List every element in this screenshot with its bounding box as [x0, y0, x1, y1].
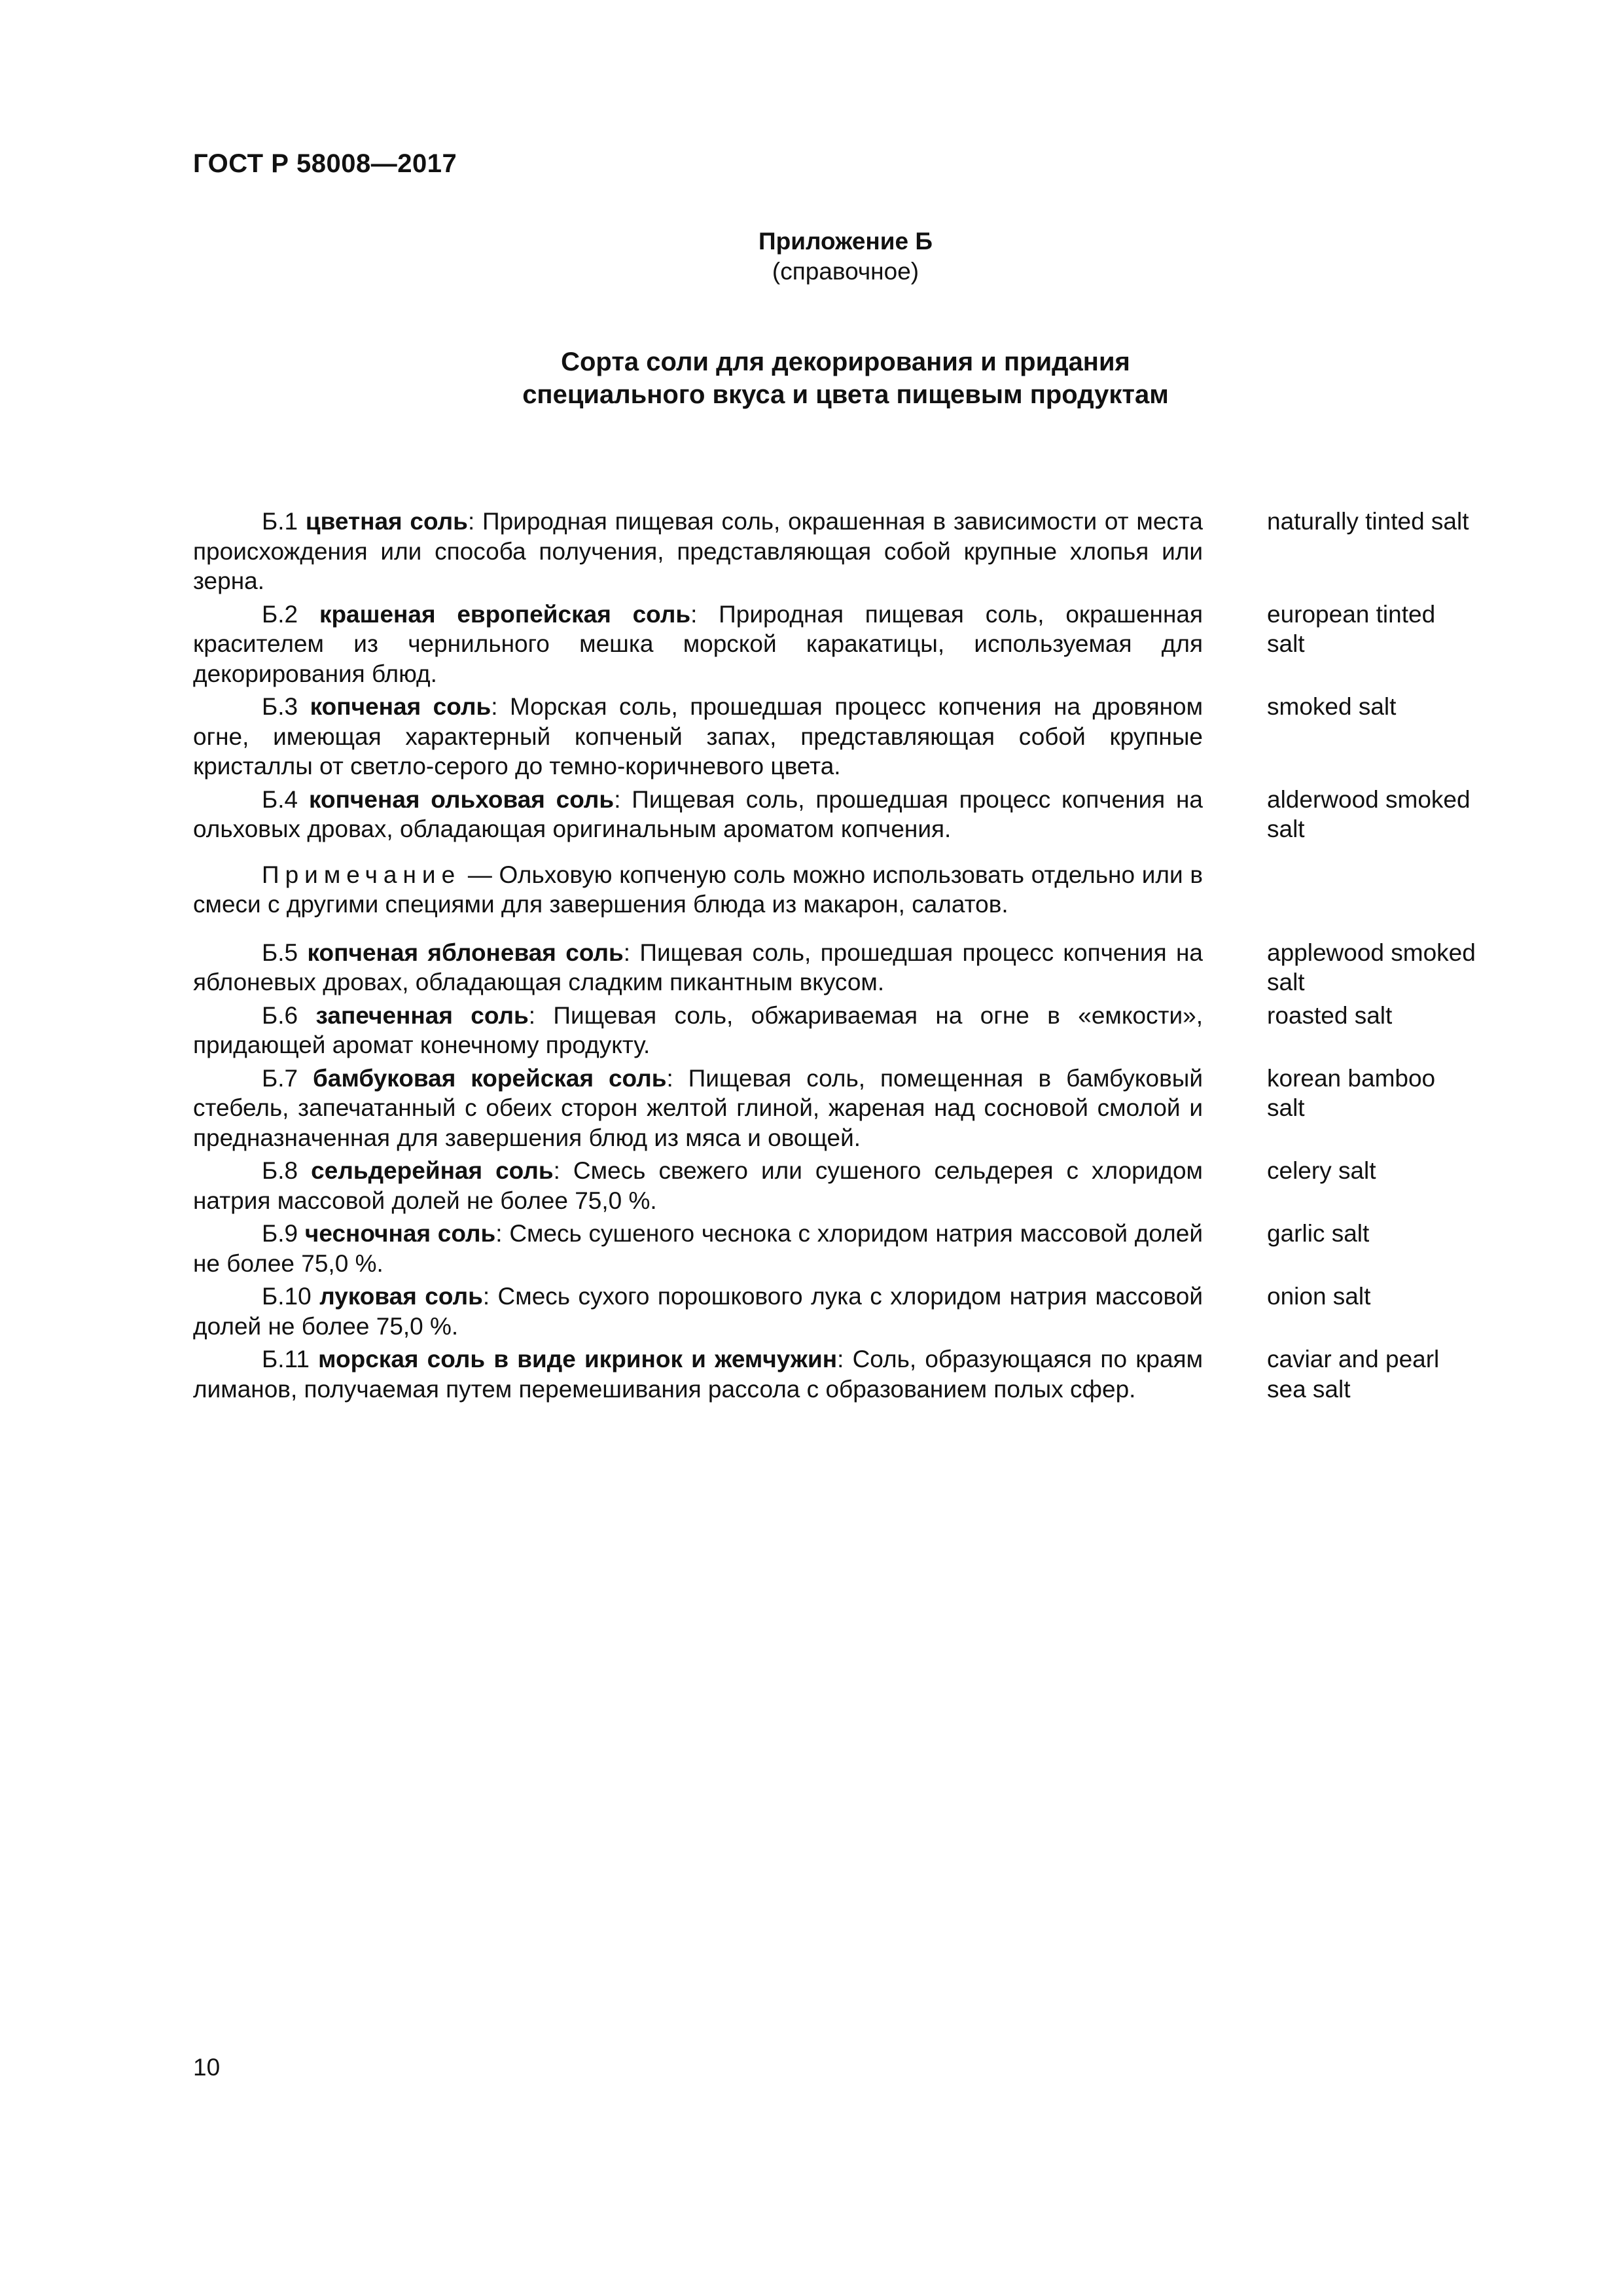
term-name: морская соль в виде икринок и жемчужин: [318, 1346, 838, 1372]
term-description: : Смесь сухого порошкового лука с хлоридом натрия массовой долей не более 75,0 %.: [193, 1283, 1203, 1340]
term-number: Б.11: [262, 1346, 319, 1372]
term-name: запеченная соль: [315, 1001, 529, 1029]
term-entry: [193, 1064, 1502, 1153]
term-name: чесночная соль: [304, 1220, 496, 1247]
term-english: roasted salt: [1267, 1001, 1393, 1029]
term-description: : Пищевая соль, помещенная в бамбуковый стебель, запечатанный с обеих сторон желтой глиной, жареная над сосновой смолой и предназначенная для завершения блюд из мяса и овощей.: [193, 1064, 1204, 1151]
term-english: smoked salt: [1267, 693, 1397, 720]
term-definition: [193, 1156, 1203, 1215]
term-number: Б.7: [262, 1064, 313, 1092]
term-number: Б.3: [262, 693, 310, 720]
term-entry: [193, 1156, 1502, 1215]
term-name: сельдерейная соль: [311, 1157, 554, 1184]
term-definition: [193, 507, 1203, 596]
term-english: caviar and pearl sea salt: [1267, 1346, 1440, 1403]
note-paragraph: [193, 860, 1203, 920]
term-number: Б.1: [262, 508, 306, 535]
term-description: : Пищевая соль, прошедшая процесс копчения на яблоневых дровах, обладающая сладким пикантным вкусом.: [193, 939, 1203, 996]
term-description: : Морская соль, прошедшая процесс копчения на дровяном огне, имеющая характерный копченый запах, представляющая собой крупные кристаллы от светло-серого до темно-коричневого цвета.: [193, 693, 1204, 780]
heading-line-2: специального вкуса и цвета пищевым продуктам: [522, 380, 1169, 409]
term-english: korean bamboo salt: [1267, 1064, 1436, 1121]
term-definition: [193, 785, 1203, 844]
terms-list: [193, 507, 1502, 1407]
term-name: копченая яблоневая соль: [307, 939, 624, 966]
term-definition: [193, 938, 1203, 997]
term-name: копченая соль: [310, 693, 491, 720]
term-name: крашеная европейская соль: [319, 600, 691, 628]
term-number: Б.5: [262, 939, 308, 966]
term-entry: [193, 1344, 1502, 1404]
term-entry: [193, 507, 1502, 596]
term-english: naturally tinted salt: [1267, 508, 1469, 535]
term-number: Б.8: [262, 1157, 312, 1184]
term-entry: [193, 1001, 1502, 1060]
term-english: celery salt: [1267, 1157, 1376, 1184]
term-number: Б.2: [262, 600, 319, 628]
note-label: Примечание: [262, 861, 461, 888]
term-definition: [193, 1344, 1203, 1404]
term-description: : Природная пищевая соль, окрашенная красителем из чернильного мешка морской каракатицы, используемая для декорирования блюд.: [193, 600, 1204, 687]
note-text: — Ольховую копченую соль можно использовать отдельно или в смеси с другими специями для завершения блюда из макарон, салатов.: [193, 861, 1203, 918]
term-english: alderwood smoked salt: [1267, 785, 1471, 842]
term-description: : Смесь сушеного чеснока с хлоридом натрия массовой долей не более 75,0 %.: [193, 1220, 1203, 1277]
term-description: : Природная пищевая соль, окрашенная в зависимости от места происхождения или способа получения, представляющая собой крупные хлопья или зерна.: [193, 508, 1204, 594]
term-definition: [193, 1219, 1203, 1278]
term-definition: [193, 692, 1203, 781]
term-english: european tinted salt: [1267, 600, 1436, 657]
term-entry: [193, 1219, 1502, 1278]
term-entry: [193, 938, 1502, 997]
term-description: : Пищевая соль, обжариваемая на огне в «емкости», придающей аромат конечному продукту.: [193, 1001, 1203, 1058]
term-definition: [193, 1064, 1203, 1153]
term-name: цветная соль: [305, 508, 468, 535]
term-name: бамбуковая корейская соль: [313, 1064, 667, 1092]
term-definition: [193, 1282, 1203, 1341]
term-description: : Пищевая соль, прошедшая процесс копчения на ольховых дровах, обладающая оригинальным ароматом копчения.: [193, 785, 1204, 842]
page-number: 10: [193, 2054, 221, 2081]
term-definition: [193, 1001, 1203, 1060]
term-description: : Соль, образующаяся по краям лиманов, получаемая путем перемешивания рассола с образованием полых сфер.: [193, 1346, 1204, 1403]
term-entry: [193, 1282, 1502, 1341]
appendix-block: [0, 226, 1623, 287]
term-number: Б.9: [262, 1220, 305, 1247]
term-entry: [193, 692, 1502, 781]
term-name: копченая ольховая соль: [308, 785, 615, 813]
term-entry: [193, 600, 1502, 689]
term-english: applewood smoked salt: [1267, 939, 1476, 996]
appendix-type: (справочное): [772, 258, 919, 285]
term-english: onion salt: [1267, 1283, 1371, 1310]
section-heading: [0, 346, 1623, 411]
term-english: garlic salt: [1267, 1220, 1370, 1247]
term-definition: [193, 600, 1203, 689]
term-name: луковая соль: [319, 1283, 483, 1310]
appendix-title: Приложение Б: [758, 228, 933, 255]
term-number: Б.6: [262, 1001, 316, 1029]
term-number: Б.10: [262, 1283, 320, 1310]
term-entry: [193, 785, 1502, 844]
document-header: ГОСТ Р 58008—2017: [193, 149, 457, 178]
heading-line-1: Сорта соли для декорирования и придания: [561, 348, 1130, 376]
term-description: : Смесь свежего или сушеного сельдерея с хлоридом натрия массовой долей не более 75,0 %.: [193, 1157, 1203, 1214]
term-number: Б.4: [262, 785, 309, 813]
